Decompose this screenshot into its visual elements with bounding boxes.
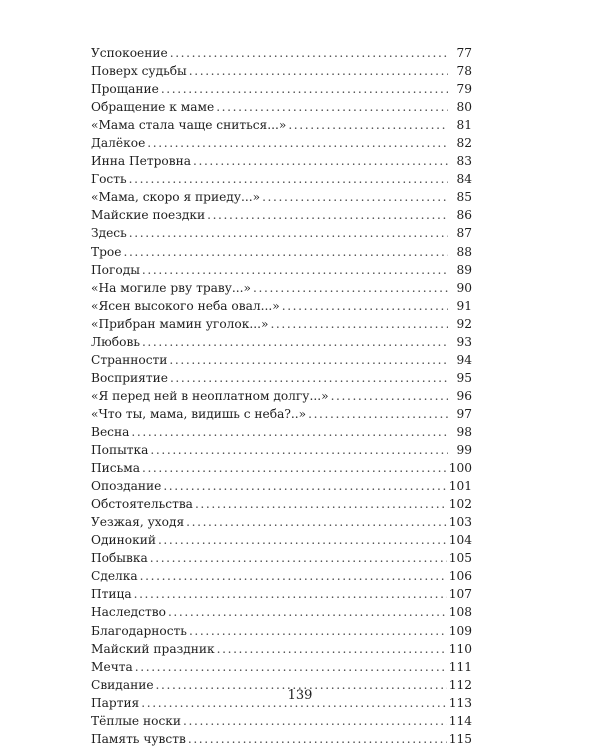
toc-entry-title: Погоды <box>91 262 140 277</box>
dot-leader <box>170 369 448 387</box>
toc-entry <box>91 730 472 748</box>
toc-entry-page: 106 <box>448 569 472 584</box>
toc-entry-title: «Что ты, мама, видишь с неба?..» <box>91 406 307 421</box>
toc-entry <box>91 134 472 152</box>
toc-entry-title: Поверх судьбы <box>91 64 187 79</box>
dot-leader <box>195 495 447 513</box>
toc-entry-page: 111 <box>448 659 472 674</box>
dot-leader <box>142 261 448 279</box>
toc-entry-title: Обстоятельства <box>91 497 193 512</box>
toc-entry-title: Обращение к маме <box>91 100 215 115</box>
dot-leader <box>186 513 447 531</box>
dot-leader <box>142 459 447 477</box>
dot-leader <box>308 405 448 423</box>
toc-entry-title: Свидание <box>91 677 154 692</box>
toc-entry-title: Странности <box>91 352 168 367</box>
toc-entry-page: 91 <box>456 298 472 313</box>
toc-entry-title: Уезжая, уходя <box>91 515 185 530</box>
dot-leader <box>150 441 448 459</box>
dot-leader <box>129 170 448 188</box>
dot-leader <box>168 603 447 621</box>
dot-leader <box>253 279 448 297</box>
toc-entry-title: Партия <box>91 695 140 710</box>
toc-entry <box>91 640 472 658</box>
toc-entry <box>91 549 472 567</box>
toc-entry-page: 85 <box>456 190 472 205</box>
toc-entry <box>91 477 472 495</box>
toc-entry <box>91 387 472 405</box>
dot-leader <box>135 658 447 676</box>
toc-entry-page: 80 <box>456 100 472 115</box>
toc-entry <box>91 279 472 297</box>
toc-entry-title: «Мама стала чаще сниться...» <box>91 118 287 133</box>
dot-leader <box>140 567 447 585</box>
toc-entry-page: 79 <box>456 82 472 97</box>
dot-leader <box>163 477 446 495</box>
toc-entry-title: Побывка <box>91 551 148 566</box>
toc-entry-page: 96 <box>456 388 472 403</box>
dot-leader <box>188 730 447 748</box>
toc-entry <box>91 531 472 549</box>
toc-entry-page: 88 <box>456 244 472 259</box>
toc-entry-page: 92 <box>456 316 472 331</box>
toc-entry-title: Одинокий <box>91 533 156 548</box>
toc-entry <box>91 495 472 513</box>
toc-entry <box>91 315 472 333</box>
toc-entry-title: Успокоение <box>91 46 168 60</box>
toc-entry-page: 114 <box>448 713 472 728</box>
toc-entry <box>91 116 472 134</box>
toc-entry-page: 87 <box>456 226 472 241</box>
toc-entry-title: Здесь <box>91 226 127 241</box>
toc-entry <box>91 459 472 477</box>
toc-entry-title: Память чувств <box>91 731 186 746</box>
dot-leader <box>150 549 447 567</box>
toc-entry <box>91 423 472 441</box>
toc-entry-page: 86 <box>456 208 472 223</box>
toc-entry-page: 107 <box>448 587 472 602</box>
toc-entry-page: 83 <box>456 154 472 169</box>
dot-leader <box>288 116 448 134</box>
toc-entry <box>91 658 472 676</box>
toc-entry-page: 104 <box>448 533 472 548</box>
toc-entry-title: «Мама, скоро я приеду...» <box>91 190 261 205</box>
dot-leader <box>170 44 448 62</box>
dot-leader <box>282 297 448 315</box>
toc-entry-title: Далёкое <box>91 136 146 151</box>
dot-leader <box>270 315 448 333</box>
dot-leader <box>331 387 448 405</box>
toc-entry-title: Прощание <box>91 82 159 97</box>
toc-entry <box>91 513 472 531</box>
dot-leader <box>189 62 448 80</box>
toc-entry-page: 93 <box>456 334 472 349</box>
toc-entry-page: 101 <box>448 479 472 494</box>
toc-entry <box>91 567 472 585</box>
toc-entry-title: «На могиле рву траву...» <box>91 280 252 295</box>
toc-entry <box>91 297 472 315</box>
toc-entry-title: Трое <box>91 244 122 259</box>
toc-entry <box>91 585 472 603</box>
toc-entry-page: 112 <box>448 677 472 692</box>
toc-entry <box>91 152 472 170</box>
toc-entry-page: 108 <box>448 605 472 620</box>
toc-entry <box>91 369 472 387</box>
toc-entry <box>91 170 472 188</box>
toc-entry-page: 105 <box>448 551 472 566</box>
dot-leader <box>158 531 447 549</box>
toc-entry-page: 109 <box>448 623 472 638</box>
toc-entry-title: Инна Петровна <box>91 154 191 169</box>
dot-leader <box>131 423 448 441</box>
toc-entry-title: Майский праздник <box>91 641 215 656</box>
toc-entry-title: «Ясен высокого неба овал...» <box>91 298 280 313</box>
toc-entry <box>91 206 472 224</box>
toc-entry <box>91 712 472 730</box>
toc-entry-title: Опоздание <box>91 479 162 494</box>
toc-entry-page: 78 <box>456 64 472 79</box>
toc-entry-page: 77 <box>456 46 472 60</box>
dot-leader <box>183 712 447 730</box>
toc-entry <box>91 224 472 242</box>
toc-entry-title: Гость <box>91 172 127 187</box>
page-number: 139 <box>287 688 313 703</box>
toc-entry-page: 81 <box>456 118 472 133</box>
dot-leader <box>217 640 447 658</box>
toc-entry <box>91 62 472 80</box>
toc-entry-title: Тёплые носки <box>91 713 182 728</box>
toc-entry-page: 84 <box>456 172 472 187</box>
toc-entry-title: «Прибран мамин уголок...» <box>91 316 269 331</box>
dot-leader <box>262 188 448 206</box>
toc-entry-page: 95 <box>456 370 472 385</box>
dot-leader <box>207 206 448 224</box>
toc-entry-title: Майские поездки <box>91 208 206 223</box>
toc-entry-page: 82 <box>456 136 472 151</box>
toc-entry-page: 99 <box>456 443 472 458</box>
toc-entry-page: 90 <box>456 280 472 295</box>
dot-leader <box>142 333 448 351</box>
toc-entry <box>91 441 472 459</box>
table-of-contents <box>91 44 472 748</box>
toc-entry-page: 113 <box>448 695 472 710</box>
toc-entry-title: «Я перед ней в неоплатном долгу...» <box>91 388 329 403</box>
toc-entry <box>91 80 472 98</box>
toc-entry-title: Мечта <box>91 659 133 674</box>
toc-entry <box>91 351 472 369</box>
toc-entry-page: 103 <box>448 515 472 530</box>
toc-entry-page: 97 <box>456 406 472 421</box>
dot-leader <box>216 98 448 116</box>
toc-entry <box>91 188 472 206</box>
toc-entry-page: 89 <box>456 262 472 277</box>
dot-leader <box>129 224 448 242</box>
dot-leader <box>189 622 447 640</box>
toc-entry-page: 100 <box>448 461 472 476</box>
toc-entry-page: 98 <box>456 424 472 439</box>
dot-leader <box>147 134 448 152</box>
toc-entry-title: Наследство <box>91 605 166 620</box>
toc-entry-page: 110 <box>448 641 472 656</box>
dot-leader <box>134 585 447 603</box>
toc-entry-title: Птица <box>91 587 132 602</box>
toc-entry <box>91 622 472 640</box>
toc-entry-title: Любовь <box>91 334 140 349</box>
dot-leader <box>123 243 448 261</box>
toc-entry <box>91 603 472 621</box>
dot-leader <box>161 80 448 98</box>
dot-leader <box>193 152 448 170</box>
toc-entry-page: 102 <box>448 497 472 512</box>
toc-entry-title: Благодарность <box>91 623 187 638</box>
toc-entry-page: 94 <box>456 352 472 367</box>
toc-entry <box>91 333 472 351</box>
toc-entry-title: Письма <box>91 461 140 476</box>
toc-entry-page: 115 <box>448 731 472 746</box>
toc-entry-title: Попытка <box>91 443 149 458</box>
toc-entry <box>91 44 472 62</box>
toc-entry <box>91 261 472 279</box>
dot-leader <box>169 351 448 369</box>
toc-entry-title: Весна <box>91 424 130 439</box>
toc-entry <box>91 405 472 423</box>
toc-entry-title: Сделка <box>91 569 138 584</box>
toc-entry-title: Восприятие <box>91 370 168 385</box>
toc-entry <box>91 243 472 261</box>
toc-entry <box>91 98 472 116</box>
